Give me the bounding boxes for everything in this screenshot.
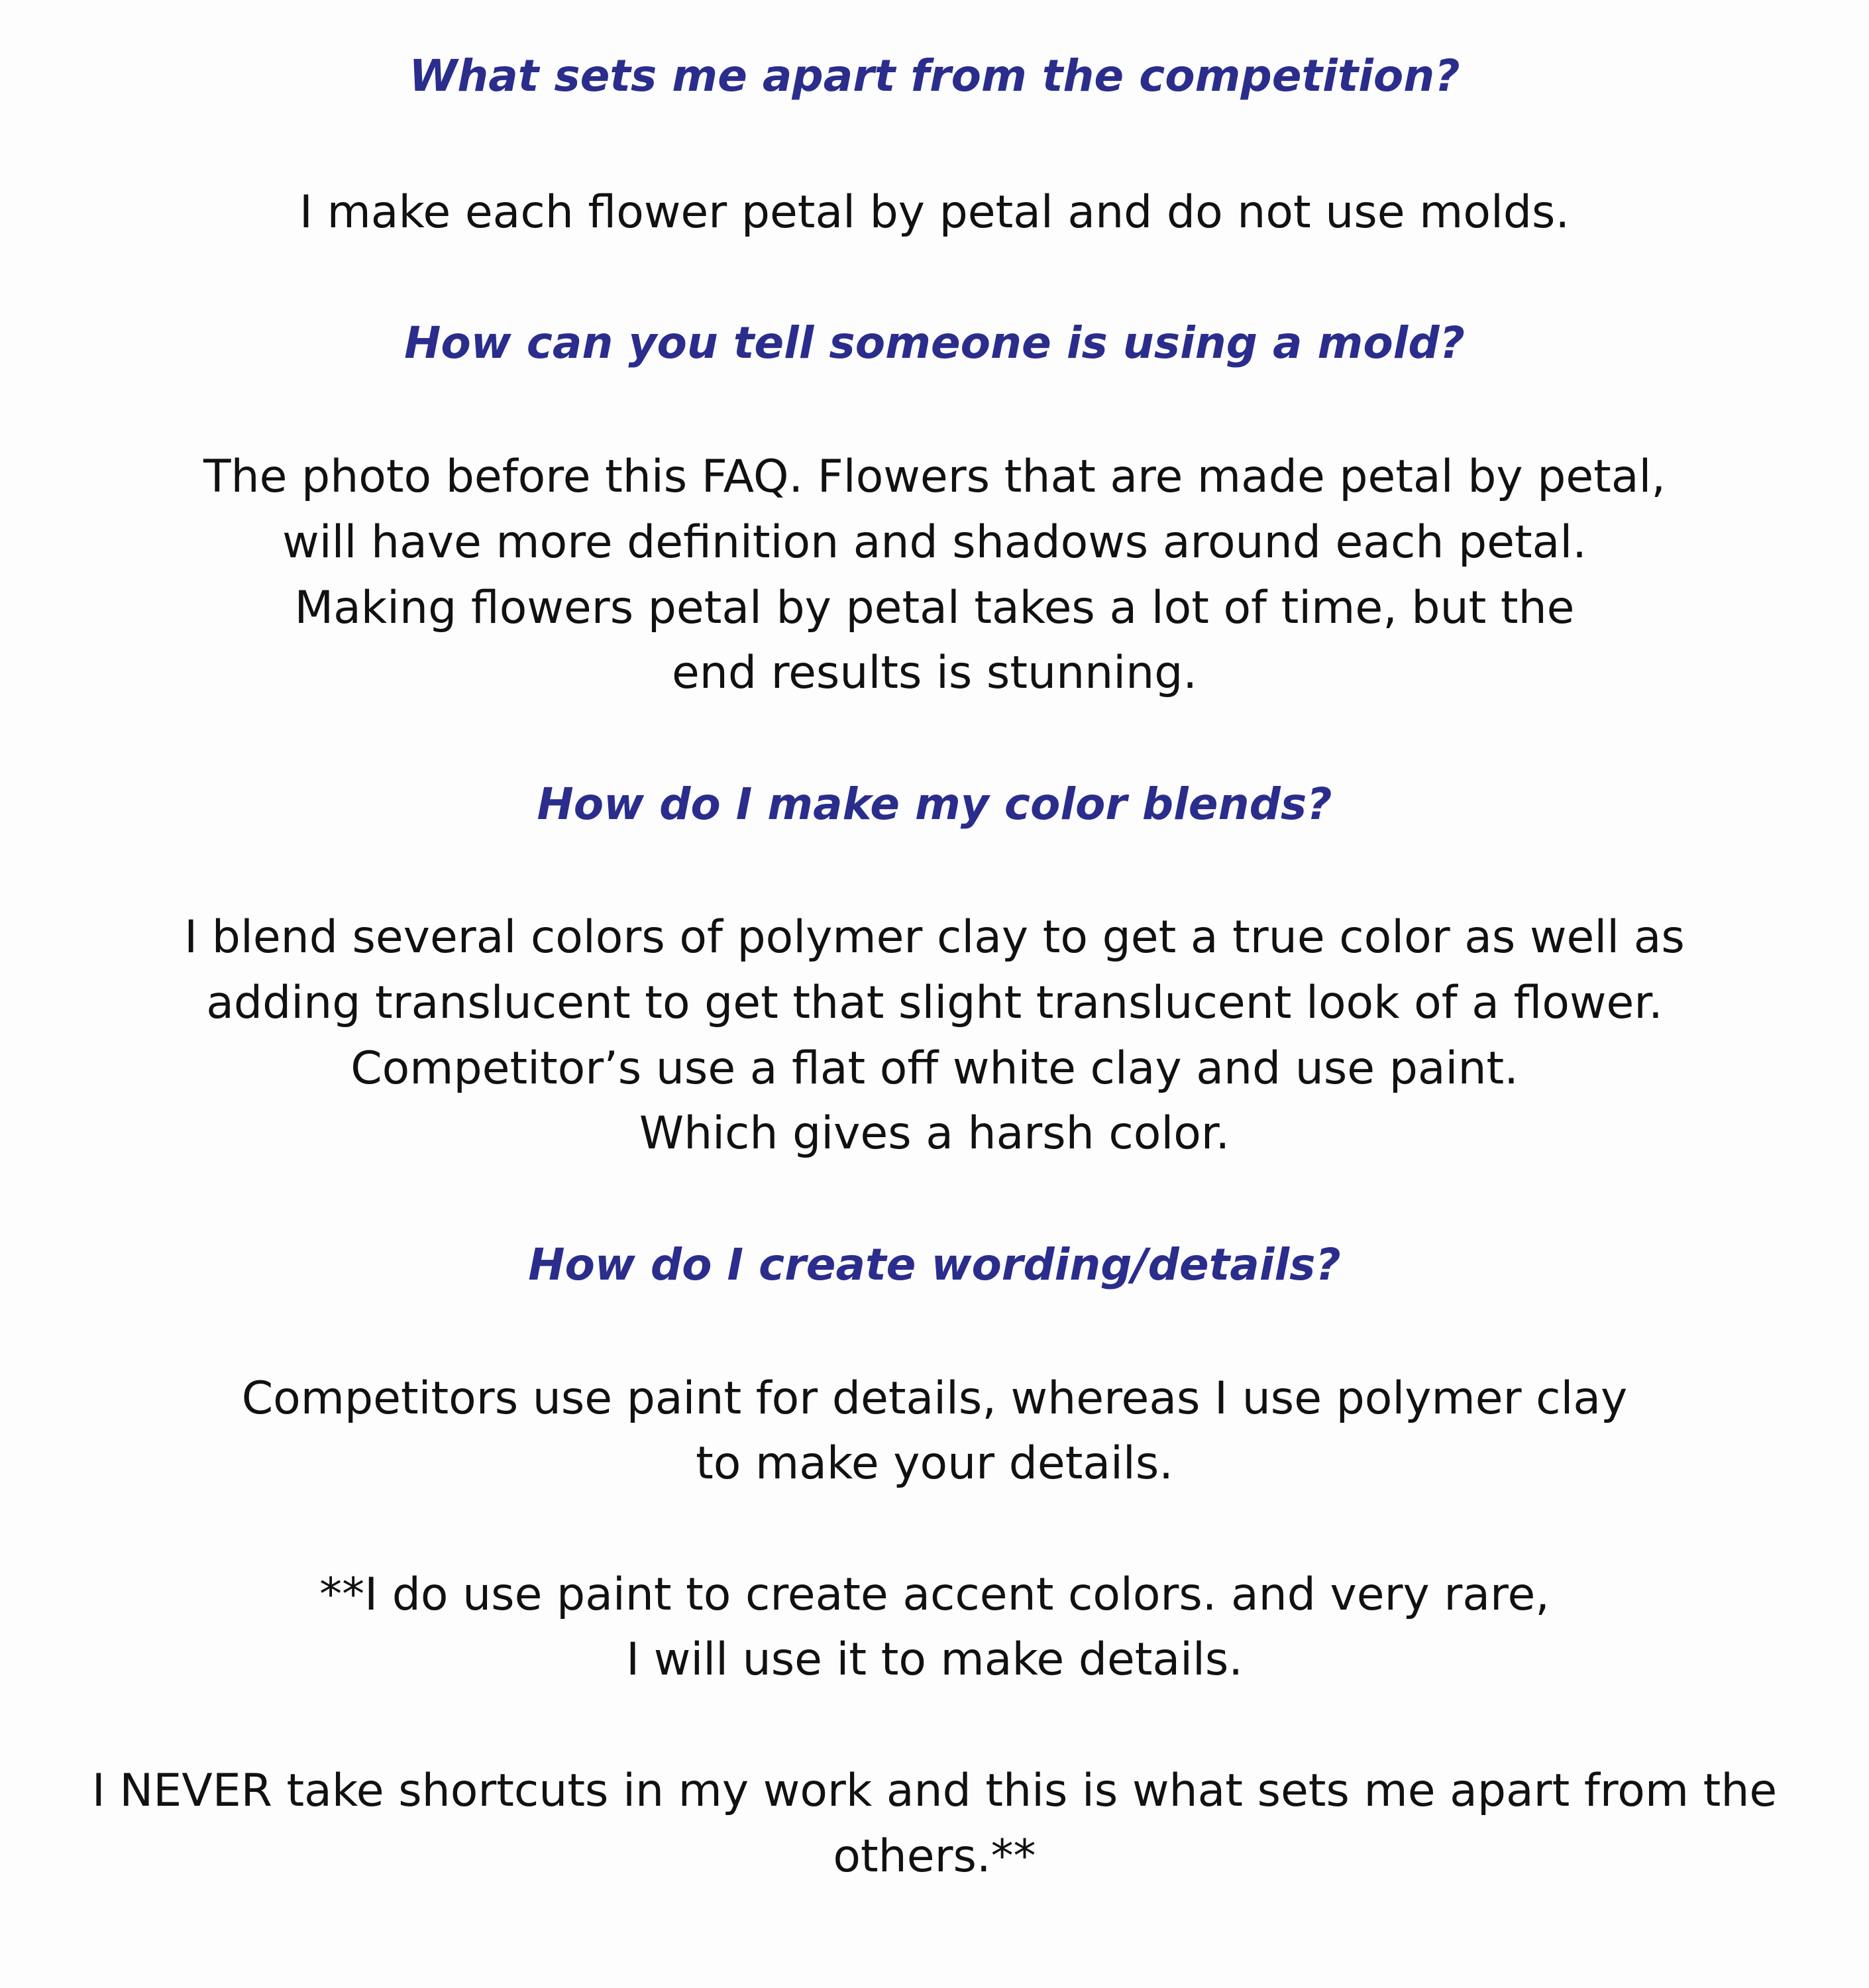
faq-answer-3-line-4: Which gives a harsh color. — [639, 1107, 1230, 1160]
faq-closing-line-2: others.** — [833, 1830, 1036, 1883]
faq-answer-2-line-1: The photo before this FAQ. Flowers that are made petal by petal, — [203, 451, 1666, 503]
faq-answer-3-line-3: Competitor’s use a flat off white clay and use paint. — [350, 1042, 1519, 1095]
faq-note-line-2: I will use it to make details. — [626, 1633, 1243, 1686]
faq-answer-2-line-2: will have more definition and shadows around each petal. — [282, 516, 1587, 569]
faq-closing-line-1: I NEVER take shortcuts in my work and this is what sets me apart from the — [91, 1765, 1778, 1817]
faq-answer-1-line-1: I make each flower petal by petal and do not use molds. — [299, 186, 1570, 239]
faq-answer-3-line-2: adding translucent to get that slight translucent look of a flower. — [206, 977, 1663, 1029]
faq-answer-4-line-2: to make your details. — [696, 1437, 1173, 1490]
faq-note-line-1: **I do use paint to create accent colors. and very rare, — [319, 1569, 1550, 1621]
faq-answer-2-line-4: end results is stunning. — [671, 647, 1198, 699]
faq-answer-4-line-1: Competitors use paint for details, whereas I use polymer clay — [241, 1372, 1628, 1425]
faq-question-2: How can you tell someone is using a mold? — [404, 317, 1465, 368]
faq-question-1: What sets me apart from the competition? — [409, 50, 1460, 101]
faq-question-4: How do I create wording/details? — [528, 1239, 1341, 1290]
faq-question-3: How do I make my color blends? — [537, 779, 1332, 830]
faq-answer-2-line-3: Making flowers petal by petal takes a lot of time, but the — [294, 582, 1575, 634]
faq-answer-3-line-1: I blend several colors of polymer clay to get a true color as well as — [184, 911, 1685, 964]
